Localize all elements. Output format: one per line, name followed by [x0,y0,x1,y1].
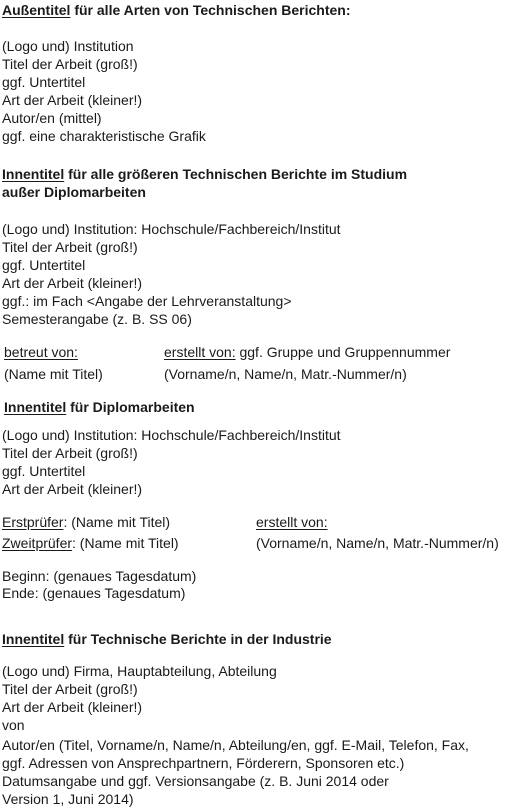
erstellt-label: erstellt von: [164,344,236,360]
erstpruefer-value: : (Name mit Titel) [63,514,171,530]
betreut-label: betreut von: [4,344,78,360]
beginn-line: Beginn: (genaues Tagesdatum) [2,568,197,584]
section3-heading-key: Innentitel [4,399,67,415]
section4-line: ggf. Adressen von Ansprechpartnern, Förderern, Sponsoren etc.) [2,755,405,771]
erstpruefer-label: Erstprüfer [2,514,64,530]
section1-heading-rest: für alle Arten von Technischen Berichten: [70,2,351,18]
section4-heading-key: Innentitel [2,631,65,647]
section4-line: von [2,717,25,733]
section4-line: Art der Arbeit (kleiner!) [2,699,143,715]
section2-line: (Logo und) Institution: Hochschule/Fachbereich/Institut [2,221,341,237]
section1-line: Titel der Arbeit (groß!) [2,56,138,72]
section1-line: ggf. Untertitel [2,74,86,90]
zweitpruefer-row [2,534,179,552]
section2-heading-line2: außer Diplomarbeiten [2,184,146,200]
section3-line: Titel der Arbeit (groß!) [2,445,138,461]
section4-line: Titel der Arbeit (groß!) [2,681,138,697]
section3-heading-rest: für Diplomarbeiten [66,399,195,415]
section4-line: Datumsangabe und ggf. Versionsangabe (z. B. Juni 2014 oder [2,773,389,789]
section4-heading [2,630,332,648]
erstellt-detail-diplom: (Vorname/n, Name/n, Matr.-Nummer/n) [256,535,499,551]
section2-heading-key: Innentitel [2,166,65,182]
section1-line: Autor/en (mittel) [2,110,102,126]
erstellt-value: ggf. Gruppe und Gruppennummer [235,344,451,360]
section1-heading-key: Außentitel [2,2,71,18]
ende-line: Ende: (genaues Tagesdatum) [2,585,186,601]
section4-line: (Logo und) Firma, Hauptabteilung, Abteilung [2,663,277,679]
erstellt-detail: (Vorname/n, Name/n, Matr.-Nummer/n) [164,366,407,382]
section4-line: Version 1, Juni 2014) [2,791,134,807]
zweitpruefer-value: : (Name mit Titel) [72,535,179,551]
section3-line: Art der Arbeit (kleiner!) [2,481,143,497]
erstpruefer-row [2,513,170,531]
section1-line: (Logo und) Institution [2,38,134,54]
betreut-value: (Name mit Titel) [4,366,103,382]
section2-line: Art der Arbeit (kleiner!) [2,275,143,291]
section2-heading-rest: für alle größeren Technischen Berichte im Studium [64,166,408,182]
erstellt-row [164,343,450,361]
section2-line: Semesterangabe (z. B. SS 06) [2,311,192,327]
section3-line: ggf. Untertitel [2,463,86,479]
section2-heading [2,165,407,183]
zweitpruefer-label: Zweitprüfer [2,535,73,551]
section1-line: ggf. eine charakteristische Grafik [2,128,206,144]
section2-line: ggf.: im Fach <Angabe der Lehrveranstaltung> [2,293,292,309]
section2-line: Titel der Arbeit (groß!) [2,239,138,255]
section3-heading [4,398,195,416]
erstellt-label-diplom: erstellt von: [256,514,328,530]
section2-line: ggf. Untertitel [2,257,86,273]
section1-line: Art der Arbeit (kleiner!) [2,92,143,108]
section1-heading [2,1,351,19]
section4-heading-rest: für Technische Berichte in der Industrie [64,631,332,647]
section3-line: (Logo und) Institution: Hochschule/Fachbereich/Institut [2,427,341,443]
section4-line: Autor/en (Titel, Vorname/n, Name/n, Abteilung/en, ggf. E-Mail, Telefon, Fax, [2,737,469,753]
